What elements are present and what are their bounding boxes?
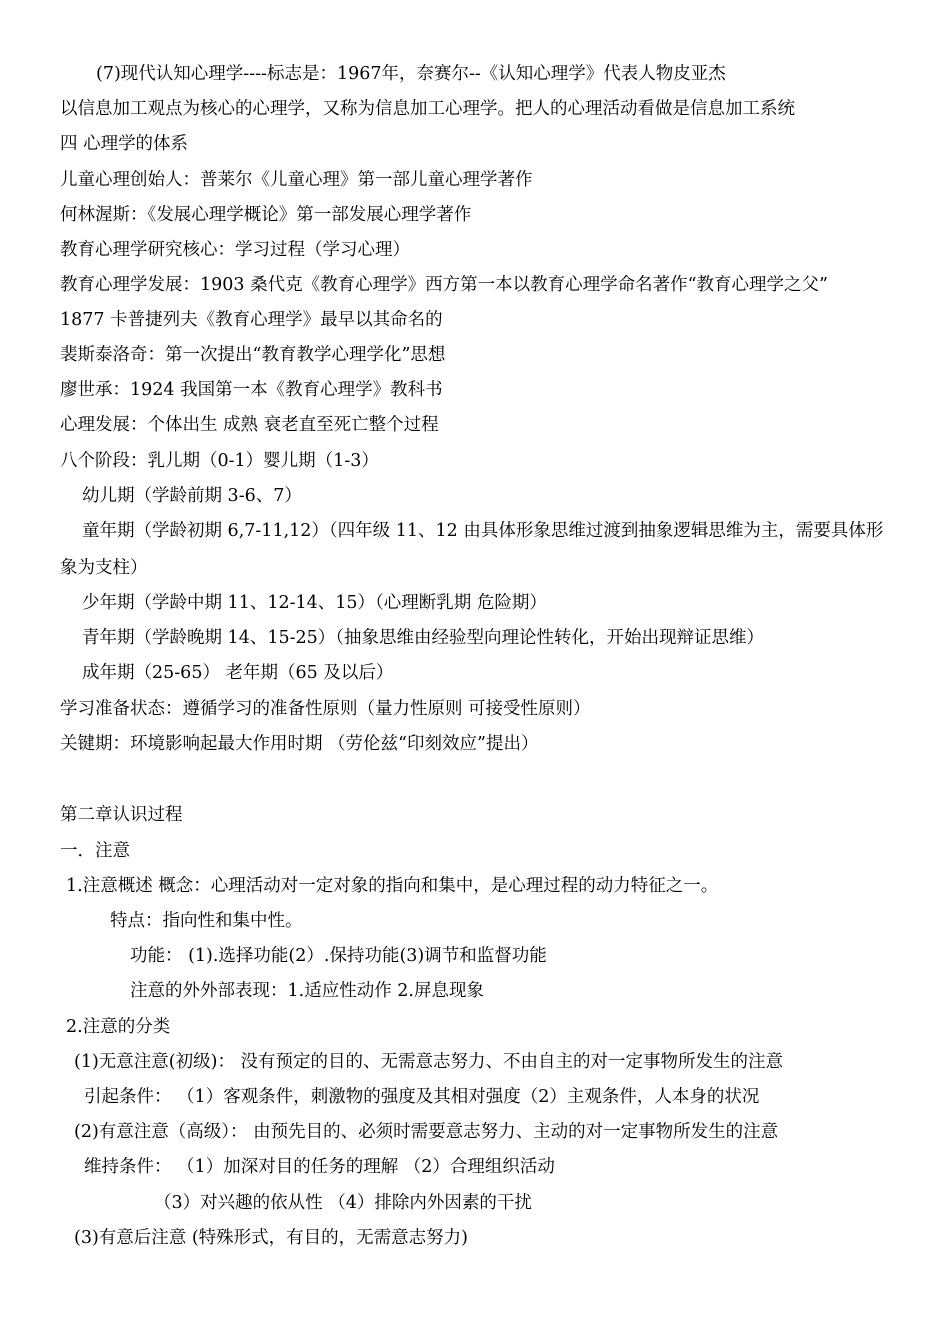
section-heading: 一．注意 (60, 841, 130, 861)
text-line: 1877 卡普捷列夫《教育心理学》最早以其命名的 (60, 310, 443, 330)
text-line: 关键期：环境影响起最大作用时期 （劳伦兹“印刻效应”提出） (60, 734, 539, 754)
text-line: 1.注意概述 概念：心理活动对一定对象的指向和集中，是心理过程的动力特征之一。 (66, 876, 719, 896)
text-line: 八个阶段：乳儿期（0-1）婴儿期（1-3） (60, 451, 379, 471)
text-line: 裴斯泰洛奇：第一次提出“教育教学心理学化”思想 (60, 345, 446, 365)
text-line: (3)有意后注意 (特殊形式，有目的，无需意志努力) (74, 1228, 469, 1248)
text-line: 功能： (1).选择功能(2）.保持功能(3)调节和监督功能 (130, 946, 547, 966)
text-line: 注意的外外部表现：1.适应性动作 2.屏息现象 (130, 981, 484, 1001)
chapter-heading: 第二章认识过程 (60, 805, 183, 825)
text-line: 教育心理学研究核心：学习过程（学习心理） (60, 240, 410, 260)
text-line: 何林渥斯：《发展心理学概论》第一部发展心理学著作 (60, 205, 472, 225)
text-line: 心理发展：个体出生 成熟 衰老直至死亡整个过程 (60, 415, 439, 435)
text-line: 教育心理学发展：1903 桑代克《教育心理学》西方第一本以教育心理学命名著作“教育心理学之父” (60, 275, 828, 295)
section-heading: 四 心理学的体系 (60, 134, 189, 154)
text-line: 童年期（学龄初期 6,7-11,12）（四年级 11、12 由具体形象思维过渡到抽象逻辑思维为主，需要具体形 (82, 521, 884, 541)
text-line: 2.注意的分类 (66, 1017, 171, 1037)
text-line: 儿童心理创始人：普莱尔《儿童心理》第一部儿童心理学著作 (60, 170, 533, 190)
text-line: (7)现代认知心理学----标志是：1967年，奈赛尔--《认知心理学》代表人物皮亚杰 (96, 64, 726, 84)
text-line: 幼儿期（学龄前期 3-6、7） (82, 486, 302, 506)
text-line: （3）对兴趣的依从性 （4）排除内外因素的干扰 (154, 1193, 532, 1213)
text-line: 学习准备状态：遵循学习的准备性原则（量力性原则 可接受性原则） (60, 699, 591, 719)
text-line: 成年期（25-65） 老年期（65 及以后） (82, 663, 394, 683)
text-line: 引起条件： （1）客观条件，刺激物的强度及其相对强度（2）主观条件，人本身的状况 (84, 1087, 760, 1107)
text-line: 维持条件： （1）加深对目的任务的理解 （2）合理组织活动 (84, 1157, 555, 1177)
text-line: 以信息加工观点为核心的心理学，又称为信息加工心理学。把人的心理活动看做是信息加工系统 (60, 99, 795, 119)
text-line: (1)无意注意(初级)： 没有预定的目的、无需意志努力、不由自主的对一定事物所发生的注意 (74, 1052, 784, 1072)
text-line: (2)有意注意（高级）： 由预先目的、必须时需要意志努力、主动的对一定事物所发生的注意 (74, 1122, 779, 1142)
text-line: 廖世承：1924 我国第一本《教育心理学》教科书 (60, 380, 443, 400)
text-line: 特点：指向性和集中性。 (110, 911, 303, 931)
text-line: 象为支柱） (60, 558, 148, 578)
text-line: 青年期（学龄晚期 14、15-25）（抽象思维由经验型向理论性转化，开始出现辩证思维） (82, 628, 765, 648)
text-line: 少年期（学龄中期 11、12-14、15）（心理断乳期 危险期） (82, 593, 547, 613)
